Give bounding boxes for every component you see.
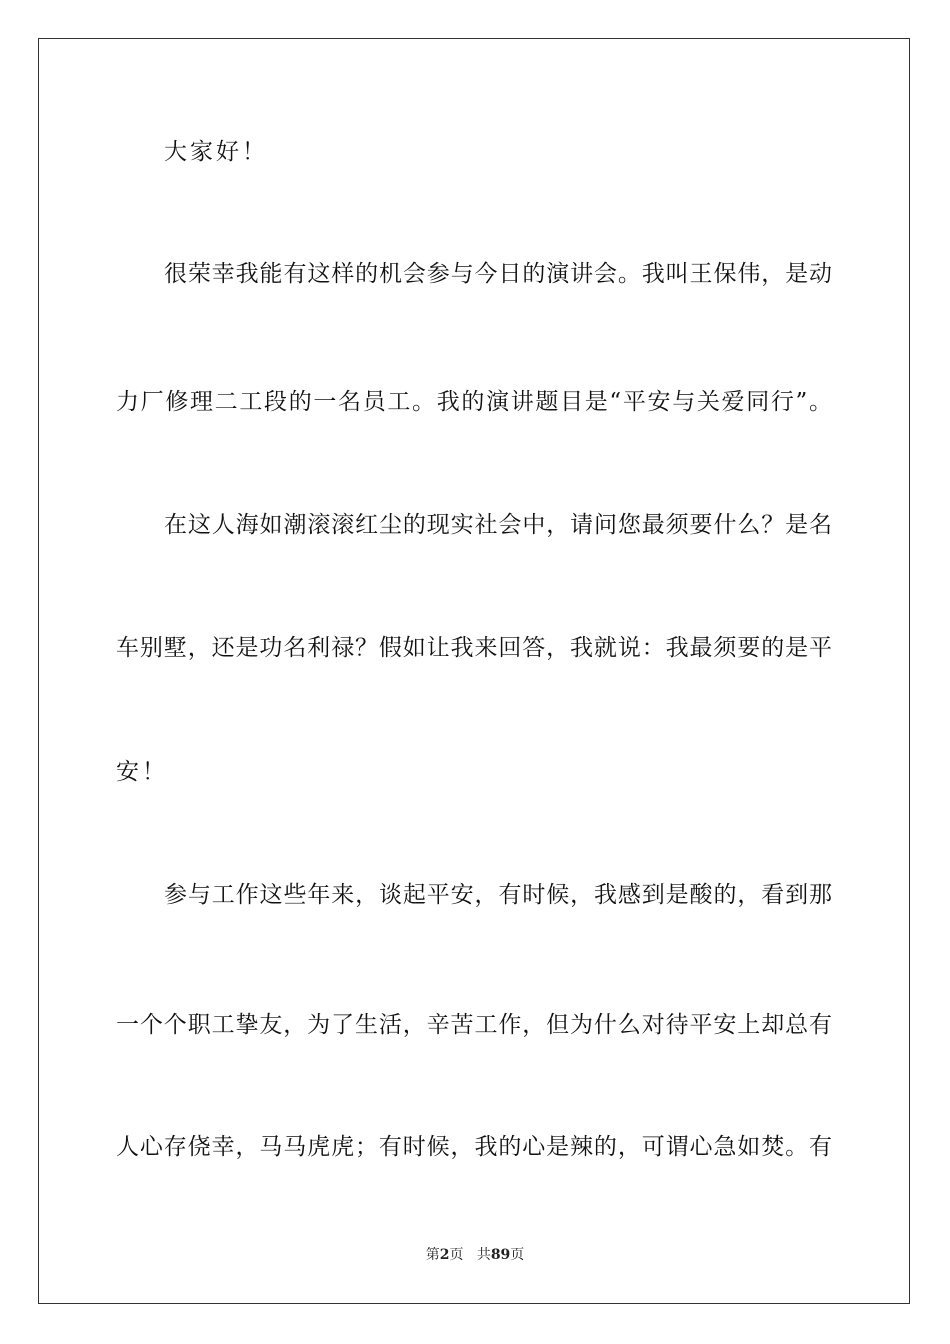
footer-page-number: 2 (439, 1247, 450, 1263)
paragraph-line: 一个个职工挚友，为了生活，辛苦工作，但为什么对待平安上却总有 (116, 1012, 832, 1038)
footer-total-prefix: 共 (476, 1247, 491, 1263)
footer-total-pages: 89 (490, 1247, 511, 1263)
paragraph-line: 安！ (116, 759, 168, 785)
greeting-line: 大家好！ (164, 139, 268, 165)
footer-prefix: 第 (425, 1247, 440, 1263)
footer-total-unit: 页 (510, 1247, 525, 1263)
page-footer (0, 1246, 950, 1264)
footer-page-unit: 页 (449, 1247, 464, 1263)
paragraph-line: 人心存侥幸，马马虎虎；有时候，我的心是辣的，可谓心急如焚。有 (116, 1134, 832, 1160)
paragraph-line: 参与工作这些年来，谈起平安，有时候，我感到是酸的，看到那 (164, 882, 832, 908)
page-frame (38, 38, 910, 1304)
paragraph-line: 在这人海如潮滚滚红尘的现实社会中，请问您最须要什么？是名 (164, 512, 832, 538)
paragraph-line: 车别墅，还是功名利禄？假如让我来回答，我就说：我最须要的是平 (116, 635, 832, 661)
paragraph-line: 很荣幸我能有这样的机会参与今日的演讲会。我叫王保伟，是动 (164, 261, 832, 287)
paragraph-line: 力厂修理二工段的一名员工。我的演讲题目是“平安与关爱同行”。 (116, 389, 832, 415)
